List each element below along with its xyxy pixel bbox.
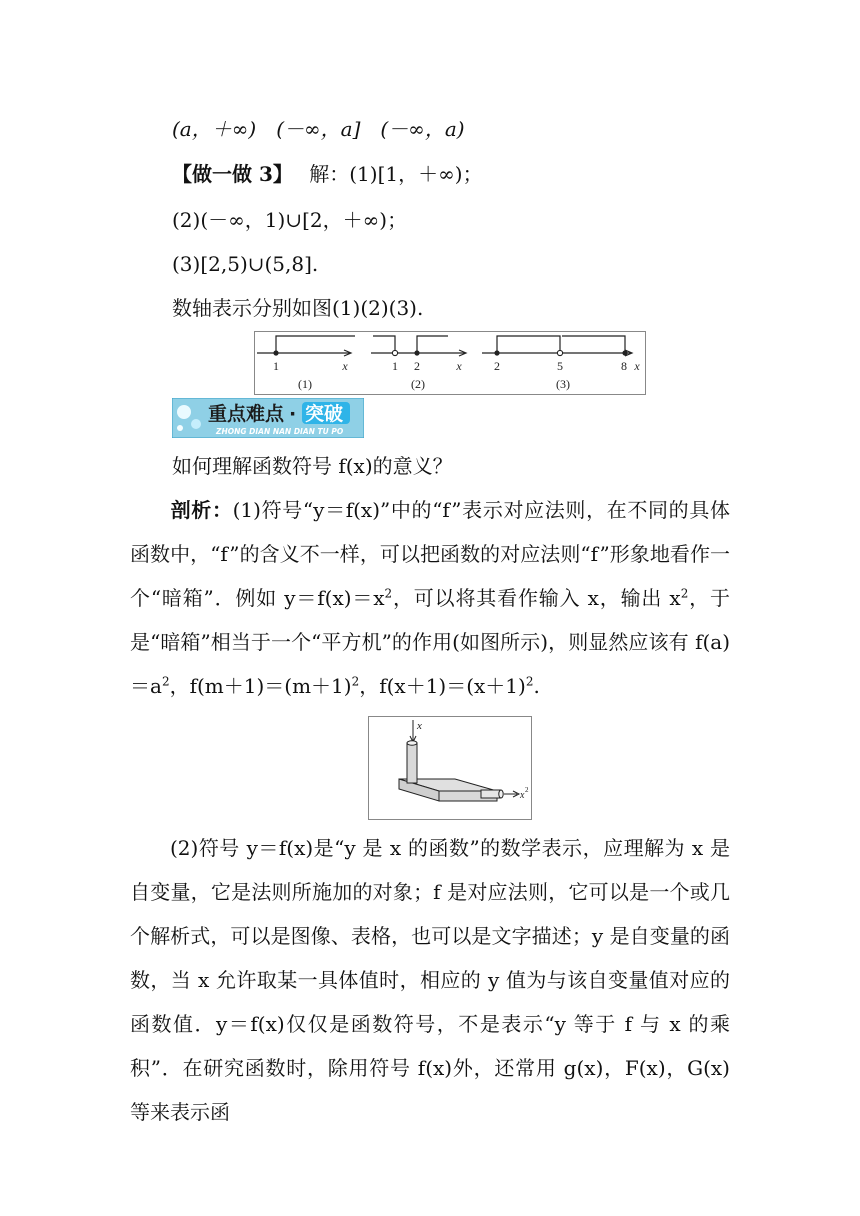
closed-dot <box>273 350 278 355</box>
bubble-icon <box>177 405 191 419</box>
square-machine-figure <box>368 716 532 820</box>
axis-caption: 数轴表示分别如图(1)(2)(3). <box>172 296 424 320</box>
axis-label: x <box>456 359 462 373</box>
paragraph-2-text: (2)符号 y＝f(x)是“y 是 x 的函数”的数学表示，应理解为 x 是自变量，它是法则所施加的对象；f 是对应法则，它可以是一个或几个解析式，可以是图像、表格，也可以是文字描述；y 是自变量的函数，当 x 允许取某一具体值时，相应的 y 值为与该自变量值对应的函数值．y＝f(x)仅仅是函数符号，不是表示“y 等于 f 与 x 的乘积”．在研究函数时，除用符号 f(x)外，还常用 g(x)，F(x)，G(x)等来表示函 <box>130 836 730 1124</box>
badge-title-a: 重点难点 <box>208 403 285 425</box>
bubble-icon <box>191 419 201 429</box>
number-line-svg <box>255 332 645 394</box>
tick-label: 2 <box>494 359 500 373</box>
intervals-line: (a，＋∞) (－∞，a] (－∞，a) <box>172 117 465 141</box>
bubble-icon <box>177 425 183 431</box>
question-heading: 如何理解函数符号 f(x)的意义？ <box>172 454 453 478</box>
try3-solution-3: (3)[2,5)∪(5,8]. <box>172 252 319 276</box>
analysis-text: . <box>533 674 540 698</box>
input-pipe <box>407 743 417 783</box>
analysis-text: ，于是“暗箱”相当于一个“平方机”的作用(如图所示)，则显然应该有 f(a)＝a <box>130 586 731 698</box>
superscript: 2 <box>384 586 393 601</box>
shade-bracket-3b <box>562 336 625 353</box>
superscript: 2 <box>680 586 689 601</box>
shade-bracket-2b <box>417 336 448 353</box>
tick-label: 1 <box>392 359 398 373</box>
open-dot <box>557 350 562 355</box>
badge-pinyin: ZHONG DIAN NAN DIAN TU PO <box>216 427 344 436</box>
open-dot <box>392 350 397 355</box>
analysis-text: ，可以将其看作输入 x，输出 x <box>392 586 681 610</box>
shade-bracket-2a <box>373 336 395 351</box>
analysis-paragraph-1 <box>130 488 730 708</box>
try3-solution-2: (2)(－∞，1)∪[2，＋∞)； <box>172 208 408 232</box>
figure-label: (2) <box>411 377 425 391</box>
analysis-paragraph-2 <box>130 826 730 1134</box>
try3-heading: 【做一做 3】 <box>172 162 293 186</box>
number-line-figure <box>254 331 646 395</box>
try3-solution-1: 解：(1)[1，＋∞)； <box>309 162 483 186</box>
try3-line <box>172 162 483 186</box>
closed-dot <box>622 350 627 355</box>
tick-label: 5 <box>557 359 563 373</box>
tick-label: 2 <box>414 359 420 373</box>
square-machine-svg <box>369 717 531 819</box>
input-label: x <box>417 720 422 732</box>
axis-label: x <box>342 359 348 373</box>
output-superscript: 2 <box>525 786 529 794</box>
axis-label: x <box>634 359 640 373</box>
superscript: 2 <box>525 674 534 689</box>
closed-dot <box>494 350 499 355</box>
output-label: x <box>520 790 525 801</box>
closed-dot <box>414 350 419 355</box>
analysis-text: ，f(x＋1)＝(x＋1) <box>359 674 526 698</box>
tick-label: 1 <box>273 359 279 373</box>
section-badge <box>172 398 364 438</box>
output-pipe <box>481 790 501 798</box>
superscript: 2 <box>351 674 360 689</box>
analysis-text: (1)符号“y＝f(x)”中的“f”表示对应法则，在不同的具体函数中，“f”的含义不一样，可以把函数的对应法则“f”形象地看作一个“暗箱”．例如 y＝f(x)＝x <box>130 498 730 610</box>
badge-title-b: 突破 <box>305 403 344 425</box>
analysis-text: ，f(m＋1)＝(m＋1) <box>169 674 352 698</box>
shade-bracket-3a <box>497 336 560 353</box>
superscript: 2 <box>161 674 170 689</box>
tick-label: 8 <box>621 359 627 373</box>
analysis-label: 剖析： <box>170 498 233 522</box>
figure-label: (3) <box>556 377 570 391</box>
figure-label: (1) <box>298 377 312 391</box>
badge-svg <box>172 398 364 438</box>
shade-bracket-1 <box>276 336 355 353</box>
badge-dot: · <box>289 403 297 425</box>
